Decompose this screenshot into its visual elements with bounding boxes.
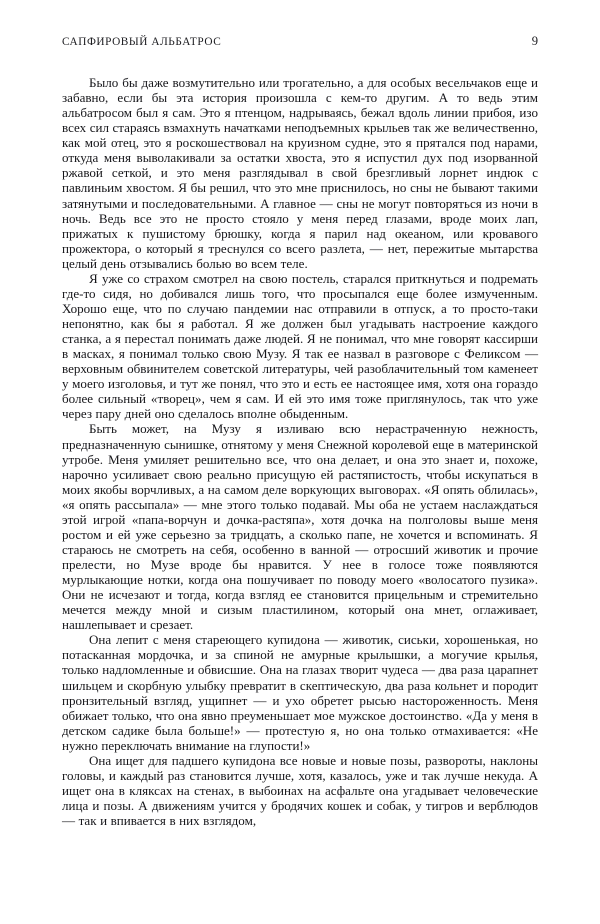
running-head (62, 34, 538, 50)
page-text-block (62, 34, 538, 828)
running-head-title: САПФИРОВЫЙ АЛЬБАТРОС (62, 36, 222, 48)
paragraph: Быть может, на Музу я изливаю всю нерастраченную нежность, предназначенную сынишке, отнятому у меня Снежной королевой еще в материнской утробе. Меня умиляет решительно все, что она делает, и она это знает и, похоже, нарочно усиливает свою реально присущую ей растяпистость, чтобы искупаться в моих якобы ворчливых, а на самом деле воркующих выговорах. «Я опять облилась», «я опять рассыпала» — мне этого только подавай. Мы оба не устаем наслаждаться этой игрой «папа-ворчун и дочка-растяпа», хотя дочка на полголовы выше меня ростом и ей уже серьезно за тридцать, а сколько папе, не хочется и вспоминать. Я стараюсь не смотреть на себя, особенно в ванной — отросший животик и прочие прелести, но Музе вроде бы нравится. У нее в голосе тоже появляются мурлыкающие нотки, когда она пошучивает по поводу моего «волосатого пузика». Они не исчезают и тогда, когда взгляд ее становится прицельным и стремительно мечется между мной и сизым пластилином, который она мнет, оглаживает, нашлепывает и срезает. (62, 421, 538, 633)
body-text (62, 75, 538, 828)
paragraph: Она лепит с меня стареющего купидона — животик, сиськи, хорошенькая, но потасканная мордочка, и за спиной не амурные крылышки, а могучие крылья, только надломленные и обвисшие. Она на глазах творит чудеса — два раза царапнет шильцем и скорбную улыбку превратит в скептическую, два раза кольнет и породит пронзительный взгляд, ущипнет — и ухо обретет рысью настороженность. Меня обижает только, что она явно преуменьшает мое мужское достоинство. «Да у меня в детском садике была больше!» — протестую я, но она только отмахивается: «Не нужно переключать внимание на глупости!» (62, 632, 538, 753)
paragraph: Было бы даже возмутительно или трогательно, а для особых весельчаков еще и забавно, если бы эта история произошла с кем-то другим. А то ведь этим альбатросом был я сам. Это я птенцом, надрываясь, бежал вдоль линии прибоя, изо всех сил стараясь взмахнуть начатками неподъемных крыльев так же величественно, как мой отец, это я роскошествовал на круизном судне, это я прятался под нарами, откуда меня выволакивали за остатки хвоста, это я испустил дух под изорванной ржавой сеткой, и это меня разглядывал в свой брезгливый лорнет индюк с павлиньим хвостом. Я бы решил, что это мне приснилось, но сны не бывают такими затянутыми и последовательными. А главное — сны не могут повторяться из ночи в ночь. Ведь все это не просто стояло у меня перед глазами, вроде моих лап, прижатых к пушистому брюшку, когда я парил над океаном, или кровавого прожектора, о который я треснулся со всего разлета, — нет, пережитые мытарства целый день отзывались болью во всем теле. (62, 75, 538, 271)
paragraph: Она ищет для падшего купидона все новые и новые позы, развороты, наклоны головы, и каждый раз становится лучше, хотя, казалось, уже и так лучше некуда. А ищет она в кляксах на стенах, в выбоинах на асфальте она угадывает человеческие лица и позы. А движениям учится у бродячих кошек и собак, у тигров и верблюдов — так и впивается в них взглядом, (62, 752, 538, 829)
page-number: 9 (531, 34, 538, 48)
paragraph: Я уже со страхом смотрел на свою постель, старался приткнуться и подремать где-то сидя, но добивался лишь того, что просыпался еще более измученным. Хорошо еще, что по случаю пандемии нас отправили в отпуск, а то просто-таки непонятно, как бы я работал. Я же должен был угадывать настроение каждого станка, а я перестал понимать даже людей. Я не понимал, что мне говорят кассирши в масках, я понимал только свою Музу. Я так ее назвал в разговоре с Феликсом — верховным обвинителем советской литературы, чей разоблачительный том каменеет у моего изголовья, и тут же понял, что это и есть ее настоящее имя, хотя она гораздо более сильный «творец», чем я сам. И ей это имя тоже приглянулось, так что уже через пару дней оно сделалось вполне обыденным. (62, 270, 538, 422)
